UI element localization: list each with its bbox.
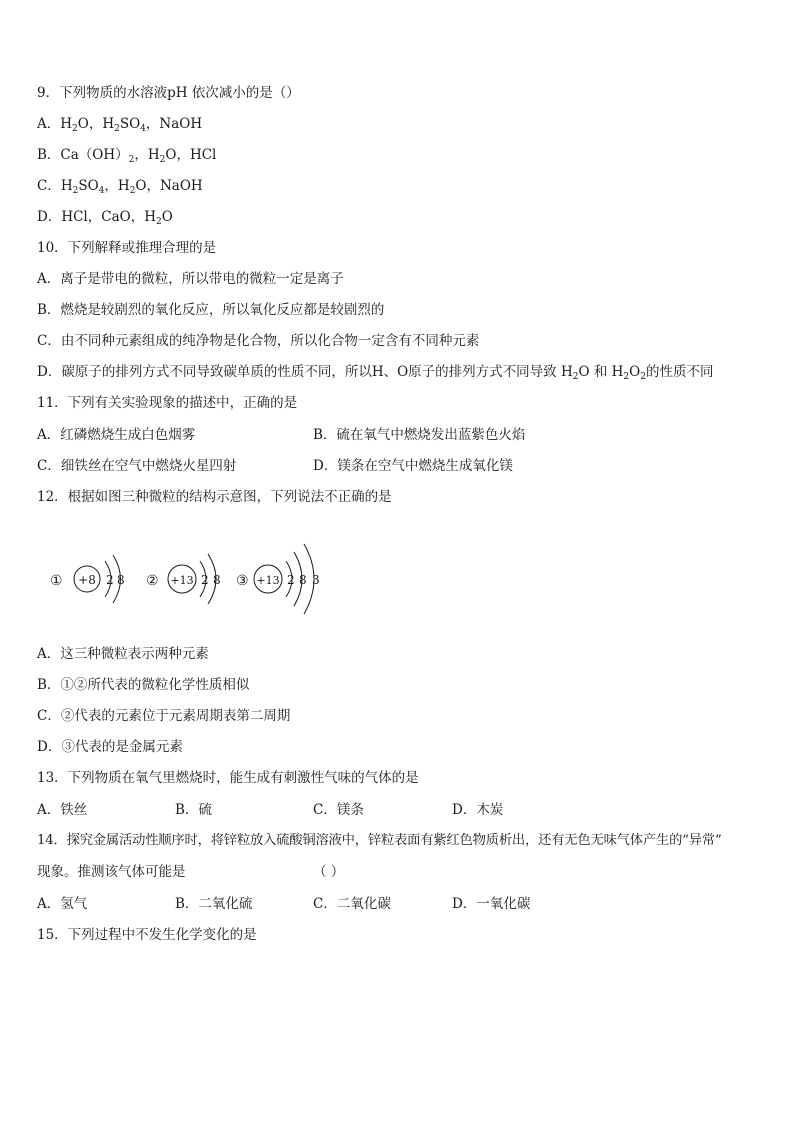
q14-stem-line-1: 14．探究金属活动性顺序时，将锌粒放入硫酸铜溶液中，锌粒表面有紫红色物质析出，还有无色无味气体产生的“异常” bbox=[37, 833, 722, 848]
q14-stem-line-2: 现象。推测该气体可能是 bbox=[37, 864, 186, 880]
q9-option-c[interactable]: C．$H_2SO_4$，$H_2O$，NaOH bbox=[37, 178, 203, 196]
q9-stem: 9．下列物质的水溶液pH 依次减小的是（） bbox=[37, 85, 300, 101]
q13-option-a[interactable]: A．铁丝 bbox=[37, 802, 88, 818]
particle-2-shell-count: 2 bbox=[201, 573, 209, 587]
particle-3-shell-count: 2 bbox=[287, 573, 295, 587]
particle-1-diagram bbox=[50, 555, 125, 603]
q10-option-b[interactable]: B．燃烧是较剧烈的氧化反应，所以氧化反应都是较剧烈的 bbox=[37, 302, 385, 318]
q9-option-d[interactable]: D．HCl，CaO，$H_2O$ bbox=[37, 209, 173, 227]
q10-option-a[interactable]: A．离子是带电的微粒，所以带电的微粒一定是离子 bbox=[37, 271, 344, 287]
particle-3-shell-count: 8 bbox=[299, 573, 307, 587]
q10-option-c[interactable]: C．由不同种元素组成的纯净物是化合物，所以化合物一定含有不同种元素 bbox=[37, 333, 480, 349]
particle-1-nucleus-charge: +8 bbox=[78, 573, 96, 587]
q14-option-c[interactable]: C．二氧化碳 bbox=[313, 896, 391, 912]
particle-2-diagram bbox=[146, 554, 221, 604]
q11-option-d[interactable]: D．镁条在空气中燃烧生成氧化镁 bbox=[313, 458, 513, 474]
particle-1-shell-count: 8 bbox=[117, 573, 125, 587]
q14-option-d[interactable]: D．一氧化碳 bbox=[452, 896, 531, 912]
q12-option-d[interactable]: D．③代表的是金属元素 bbox=[37, 739, 183, 755]
particle-3-nucleus-charge: +13 bbox=[256, 574, 280, 587]
particle-2-nucleus-charge: +13 bbox=[170, 574, 194, 587]
q14-option-b[interactable]: B．二氧化硫 bbox=[175, 896, 253, 912]
q14-option-a[interactable]: A．氢气 bbox=[37, 896, 88, 912]
q11-option-c[interactable]: C．细铁丝在空气中燃烧火星四射 bbox=[37, 458, 237, 474]
q9-option-a[interactable]: A．$H_2O$，$H_2SO_4$，NaOH bbox=[37, 116, 203, 134]
q12-stem: 12．根据如图三种微粒的结构示意图，下列说法不正确的是 bbox=[37, 489, 392, 505]
particle-3-diagram bbox=[236, 544, 320, 614]
particle-3-label: ③ bbox=[236, 573, 249, 589]
q12-option-b[interactable]: B．①②所代表的微粒化学性质相似 bbox=[37, 677, 250, 693]
q11-option-b[interactable]: B．硫在氧气中燃烧发出蓝紫色火焰 bbox=[313, 427, 526, 443]
q13-stem: 13．下列物质在氧气里燃烧时，能生成有刺激性气味的气体的是 bbox=[37, 770, 419, 786]
q14-answer-blank[interactable]: （ ） bbox=[313, 864, 345, 880]
q12-option-c[interactable]: C．②代表的元素位于元素周期表第二周期 bbox=[37, 708, 291, 724]
particle-3-shell-count: 3 bbox=[312, 573, 320, 587]
q11-stem: 11．下列有关实验现象的描述中，正确的是 bbox=[37, 395, 298, 411]
q10-option-d[interactable]: D．碳原子的排列方式不同导致碳单质的性质不同，所以H、O原子的排列方式不同导致 $H_2O$ 和 $H_2O_2$的性质不同 bbox=[37, 364, 714, 382]
q13-option-c[interactable]: C．镁条 bbox=[313, 802, 364, 818]
particle-1-shell-count: 2 bbox=[106, 573, 114, 587]
atomic-structure-diagram bbox=[40, 530, 340, 620]
q10-stem: 10．下列解释或推理合理的是 bbox=[37, 240, 217, 256]
particle-2-shell-count: 8 bbox=[213, 573, 221, 587]
q12-option-a[interactable]: A．这三种微粒表示两种元素 bbox=[37, 646, 209, 662]
q15-stem: 15．下列过程中不发生化学变化的是 bbox=[37, 927, 257, 943]
q13-option-d[interactable]: D．木炭 bbox=[452, 802, 504, 818]
particle-1-label: ① bbox=[50, 573, 63, 589]
particle-2-label: ② bbox=[146, 573, 159, 589]
q13-option-b[interactable]: B．硫 bbox=[175, 802, 212, 818]
q11-option-a[interactable]: A．红磷燃烧生成白色烟雾 bbox=[37, 427, 196, 443]
q9-option-b[interactable]: B．$Ca(OH)_2$，$H_2O$，HCl bbox=[37, 147, 217, 165]
